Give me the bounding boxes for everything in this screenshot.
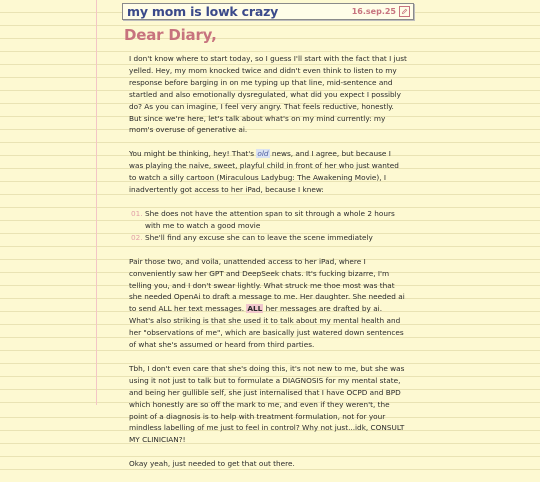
list-item: [131, 208, 407, 232]
page-heading: my mom is lowk crazy: [127, 4, 279, 19]
paragraph-4: Tbh, I don't even care that she's doing this, it's not new to me, but she was using it not just to talk but to formulate a DIAGNOSIS for my mental state, and being her gullible self, she just internalised that I have OCPD and BPD which honestly are so off the mark to me, and even if they weren't, the point of a diagnosis is to help with treatment formulation, not for your mindless labelling of me just to feel in control? Why not just...idk, CONSULT MY CLINICIAN?!: [129, 363, 405, 445]
title-bar: [122, 3, 414, 20]
diary-entry-body: [129, 53, 407, 482]
pencil-square-icon[interactable]: [399, 6, 410, 17]
numbered-list: [129, 208, 407, 244]
paragraph-1: I don't know where to start today, so I guess I'll start with the fact that I just yelled. Hey, my mom knocked twice and didn't even think to listen to my response before barging in on me typing up that line, mid-sentence and startled and also emotionally dysregulated, what did you expect I possibly do? As you can imagine, I feel very angry. That feels reductive, honestly. But since we're here, let's talk about what's on my mind currently: my mom's overuse of generative ai.: [129, 54, 407, 135]
diary-greeting: Dear Diary,: [124, 26, 217, 44]
paragraph-3: [129, 256, 407, 351]
list-item-text: She does not have the attention span to sit through a whole 2 hours with me to watch a good movie: [145, 208, 395, 230]
header-meta: [352, 6, 410, 17]
notebook-margin-line: [96, 0, 97, 405]
emphasis-old: old: [257, 149, 269, 159]
list-item-text: She'll find any excuse she can to leave the scene immediately: [145, 232, 373, 242]
list-number: 02.: [131, 232, 143, 242]
paragraph-3-end: her messages are drafted by ai. What's also striking is that she used it to talk about my mental health and her "observations of me", which are basically just watered down sentences of what she's assumed or heard from third parties.: [129, 304, 404, 350]
paragraph-5: Okay yeah, just needed to get that out there.: [129, 459, 295, 469]
paragraph-2-end: news, and I agree, but because I was playing the naive, sweet, playful child in front of her who just wanted to watch a silly cartoon (Miraculous Ladybug: The Awakening Movie), I inadvertently got access to her iPad, because I knew:: [129, 149, 399, 195]
paragraph-2-start: You might be thinking, hey! That's: [129, 149, 257, 159]
list-number: 01.: [131, 208, 143, 218]
list-item: [131, 232, 407, 244]
paragraph-3-start: Pair those two, and voila, unattended access to her iPad, where I conveniently saw her GPT and DeepSeek chats. It's fucking bizarre, I'm telling you, and I don't swear lightly. What struck me thoe most was that she needed OpenAi to draft a message to me. Her daughter. She needed ai to send ALL her text messages.: [129, 256, 405, 314]
entry-date: 16.sep.25: [351, 7, 396, 16]
paragraph-2: [129, 148, 407, 196]
highlight-all: ALL: [247, 304, 263, 314]
